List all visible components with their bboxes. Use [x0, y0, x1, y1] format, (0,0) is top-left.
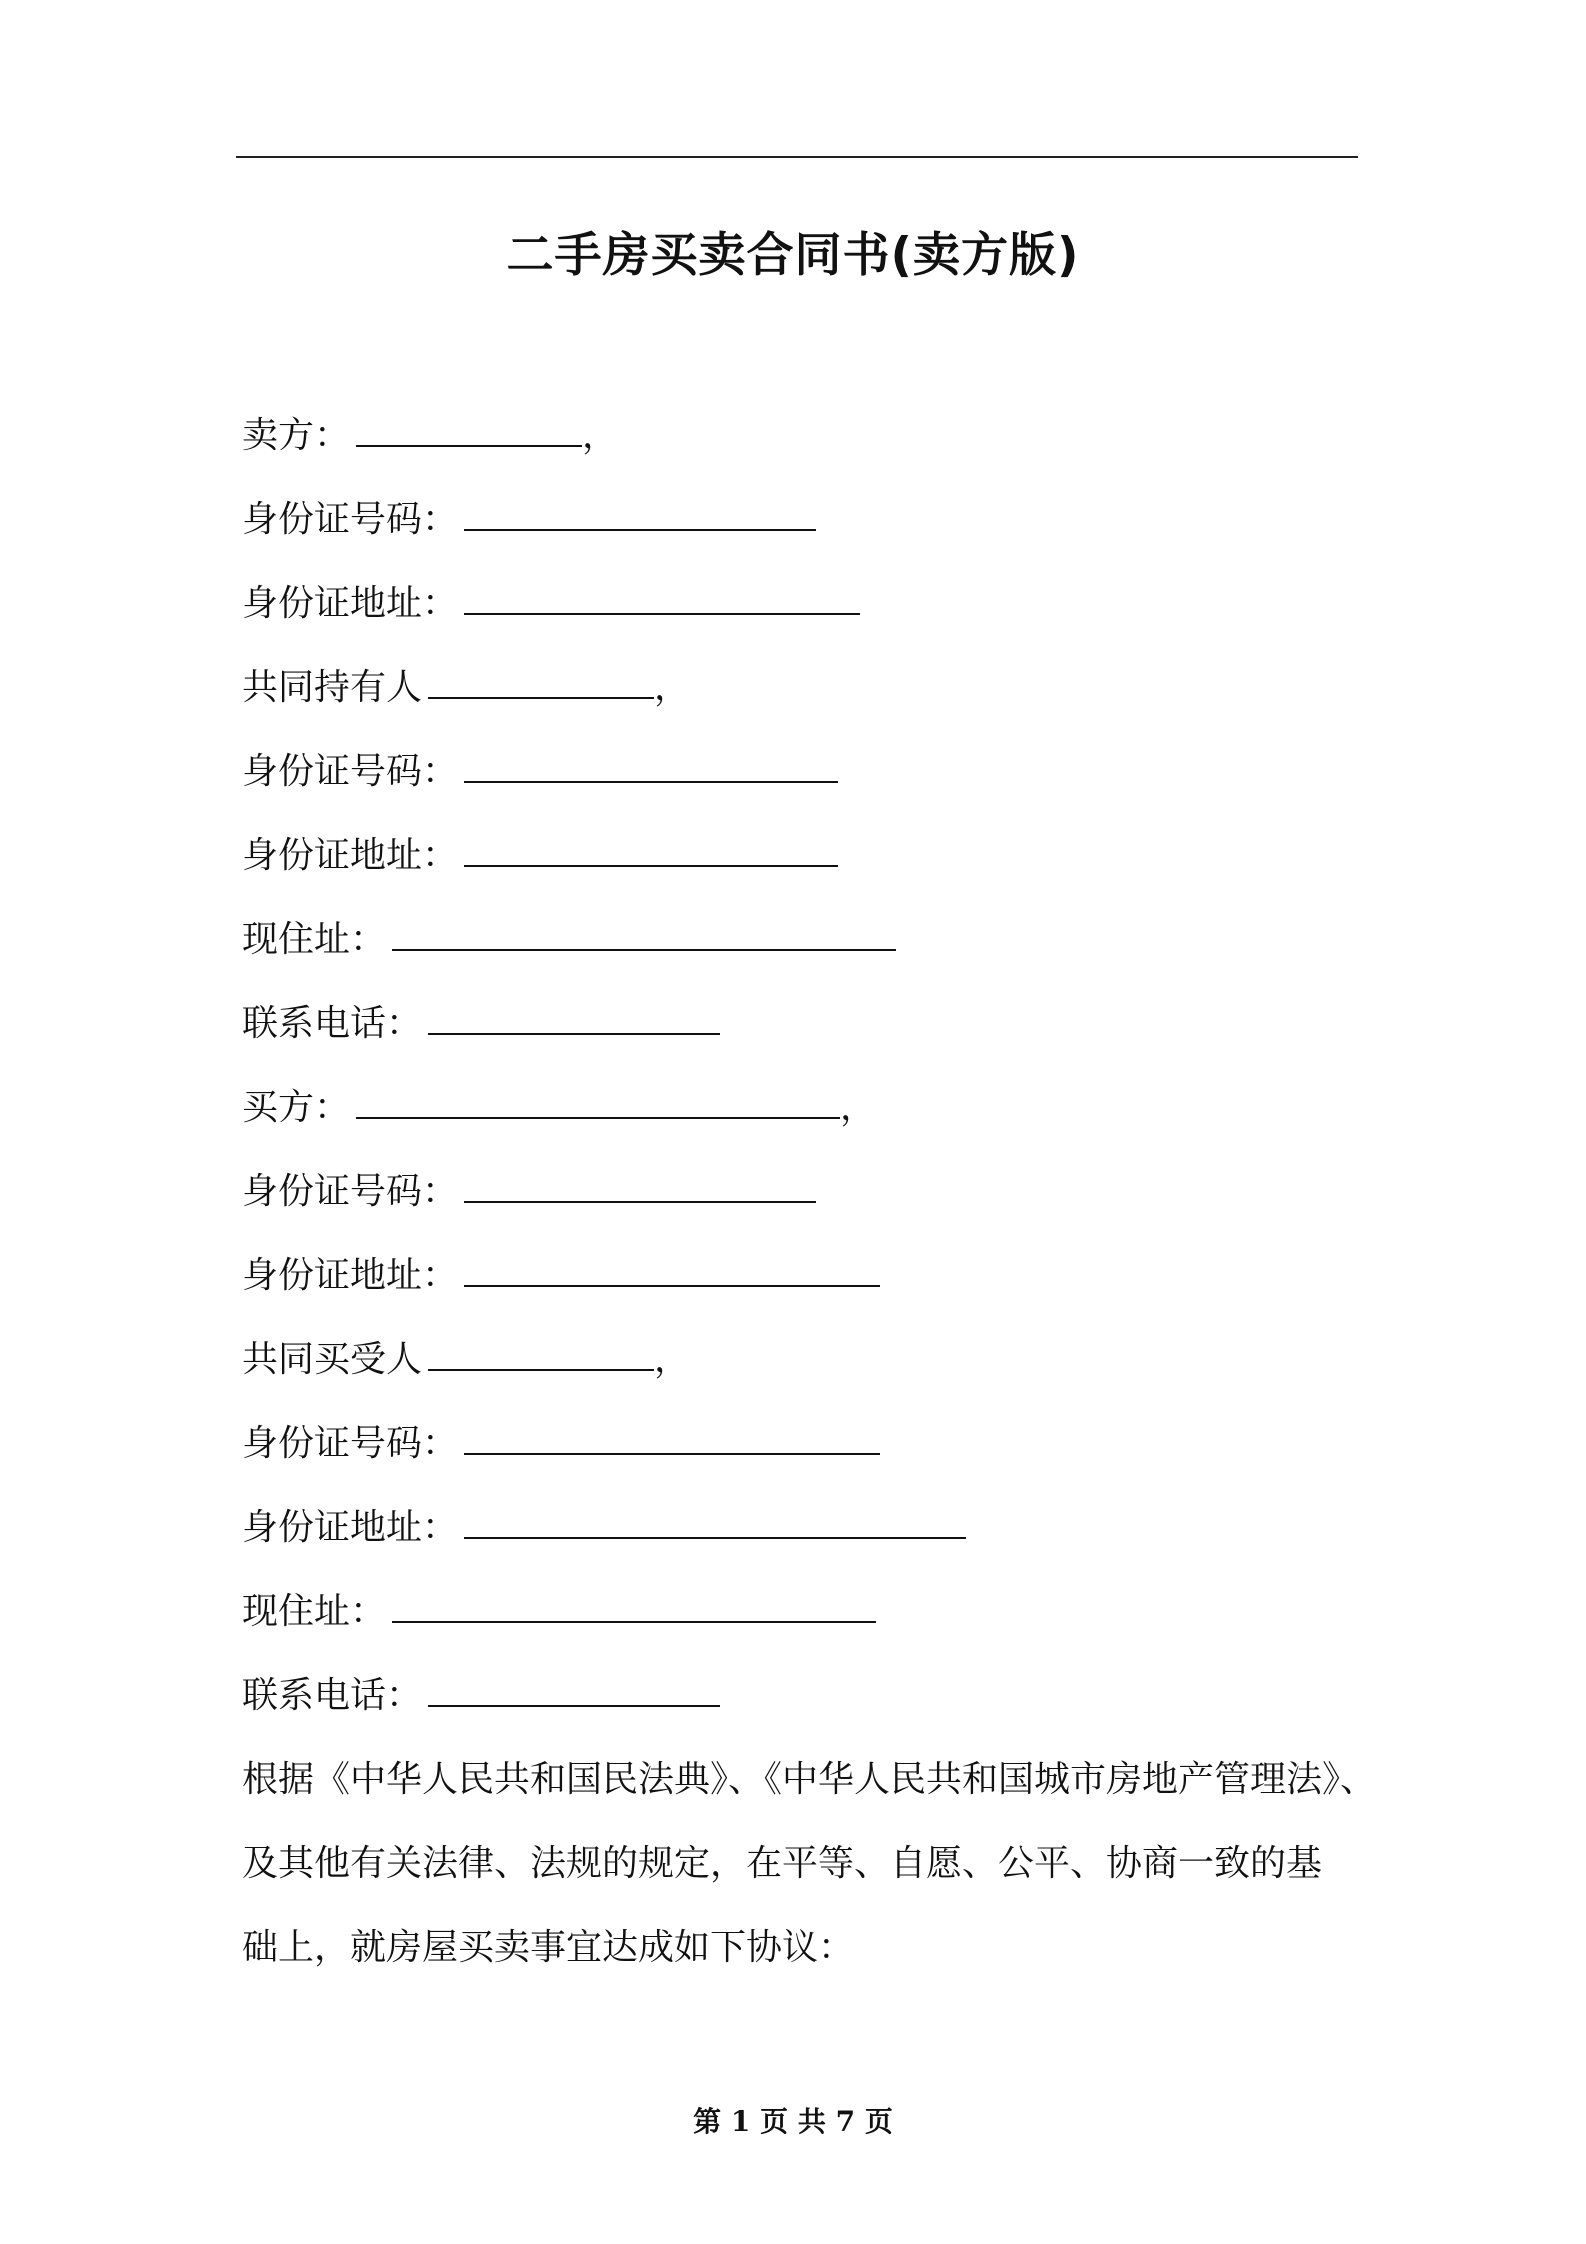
seller-field [242, 414, 618, 458]
buyer-id-address-field [242, 1254, 880, 1298]
buyer-current-address-field [242, 1590, 876, 1634]
co-owner-id-number-field [242, 750, 838, 794]
field-label: 身份证号码： [242, 1423, 459, 1464]
field-label: 身份证号码： [242, 751, 459, 792]
document-title: 二手房买卖合同书(卖方版) [506, 228, 1080, 283]
page-number-footer: 第 1 页 共 7 页 [693, 2105, 893, 2138]
preamble-paragraph [242, 1738, 1377, 1990]
field-label: 身份证地址： [242, 1255, 459, 1296]
co-buyer-id-address-blank[interactable] [464, 1507, 966, 1539]
co-owner-id-address-field [242, 834, 838, 878]
buyer-phone-field [242, 1674, 720, 1718]
seller-current-address-field [242, 918, 896, 962]
seller-id-address-field [242, 582, 860, 626]
seller-phone-blank[interactable] [428, 1003, 720, 1035]
co-owner-blank[interactable] [428, 667, 654, 699]
co-owner-id-number-blank[interactable] [464, 751, 838, 783]
field-label: 卖方： [242, 415, 351, 456]
paragraph-line: 根据《中华人民共和国民法典》、《中华人民共和国城市房地产管理法》、 [242, 1759, 1377, 1800]
co-buyer-id-number-field [242, 1422, 880, 1466]
paragraph-line: 础上，就房屋买卖事宜达成如下协议： [242, 1927, 855, 1968]
field-label: 共同持有人 [242, 667, 423, 708]
co-owner-id-address-blank[interactable] [464, 835, 838, 867]
seller-id-number-field [242, 498, 816, 542]
field-label: 现住址： [242, 919, 387, 960]
buyer-field [242, 1086, 876, 1130]
co-buyer-field [242, 1338, 690, 1382]
field-label: 身份证号码： [242, 1171, 459, 1212]
co-buyer-blank[interactable] [428, 1339, 654, 1371]
field-label: 现住址： [242, 1591, 387, 1632]
field-suffix: ， [654, 1339, 691, 1380]
paragraph-line: 及其他有关法律、法规的规定，在平等、自愿、公平、协商一致的基 [242, 1843, 1323, 1884]
buyer-current-address-blank[interactable] [392, 1591, 876, 1623]
field-suffix: ， [582, 415, 619, 456]
field-label: 联系电话： [242, 1003, 423, 1044]
field-label: 联系电话： [242, 1675, 423, 1716]
co-buyer-id-number-blank[interactable] [464, 1423, 880, 1455]
field-suffix: ， [654, 667, 691, 708]
field-label: 共同买受人 [242, 1339, 423, 1380]
seller-id-address-blank[interactable] [464, 583, 860, 615]
buyer-blank[interactable] [356, 1087, 840, 1119]
buyer-id-address-blank[interactable] [464, 1255, 880, 1287]
field-label: 买方： [242, 1087, 351, 1128]
header-rule [236, 156, 1358, 158]
buyer-id-number-blank[interactable] [464, 1171, 816, 1203]
seller-id-number-blank[interactable] [464, 499, 816, 531]
buyer-phone-blank[interactable] [428, 1675, 720, 1707]
buyer-id-number-field [242, 1170, 816, 1214]
co-owner-field [242, 666, 690, 710]
seller-blank[interactable] [356, 415, 582, 447]
field-label: 身份证地址： [242, 835, 459, 876]
field-label: 身份证号码： [242, 499, 459, 540]
seller-current-address-blank[interactable] [392, 919, 896, 951]
field-label: 身份证地址： [242, 1507, 459, 1548]
field-suffix: ， [840, 1087, 877, 1128]
field-label: 身份证地址： [242, 583, 459, 624]
co-buyer-id-address-field [242, 1506, 966, 1550]
seller-phone-field [242, 1002, 720, 1046]
